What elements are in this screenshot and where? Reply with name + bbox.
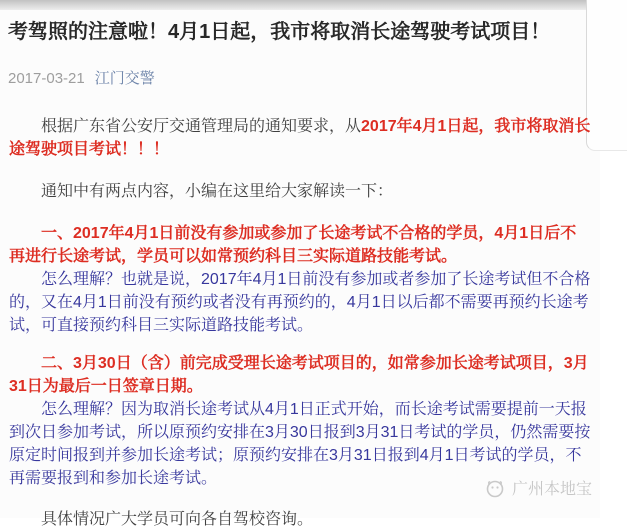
intro-lead-text: 根据广东省公安厅交通管理局的通知要求，从 <box>41 118 362 135</box>
point2-explanation: 怎么理解？因为取消长途考试从4月1日正式开始，而长途考试需要提前一天报到次日参加考试，所以原预约安排在3月30日报到3月31日考试的学员，仍然需要按原定时间报到并参加长途考试；原预约安排在3月31日报到4月1日考试的学员，不再需要报到和参加长途考试。 <box>9 401 591 487</box>
watermark <box>484 476 592 499</box>
author-account-link[interactable]: 江门交警 <box>94 70 155 87</box>
article-content <box>0 19 600 531</box>
watermark-logo-icon <box>484 477 506 499</box>
publish-date: 2017-03-21 <box>8 70 85 87</box>
point1-explanation: 怎么理解？也就是说，2017年4月1日前没有参加或者参加了长途考试但不合格的，又在4月1日前没有预约或者没有再预约的，4月1日以后都不需要再预约长途考试，可直接预约科目三实际道路技能考试。 <box>9 271 591 334</box>
intro-highlight-text: 2017年4月1日起，我市将取消长途驾驶项目考试！！！ <box>9 118 591 158</box>
point2-heading: 二、3月30日（含）前完成受理长途考试项目的，如常参加长途考试项目，3月31日为最后一日签章日期。 <box>9 355 589 395</box>
closing-paragraph: 具体情况广大学员可向各自驾校咨询。 <box>41 511 314 528</box>
article-title: 考驾照的注意啦！4月1日起，我市将取消长途驾驶考试项目！ <box>8 21 551 43</box>
article-meta <box>8 68 592 89</box>
watermark-text: 广州本地宝 <box>511 481 592 498</box>
intro-paragraph <box>9 115 591 161</box>
top-gray-strip <box>0 0 600 10</box>
guide-paragraph: 通知中有两点内容，小编在这里给大家解读一下： <box>41 183 394 200</box>
point1-heading: 一、2017年4月1日前没有参加或参加了长途考试不合格的学员，4月1日后不再进行长途考试，学员可以如常预约科目三实际道路技能考试。 <box>9 225 577 265</box>
